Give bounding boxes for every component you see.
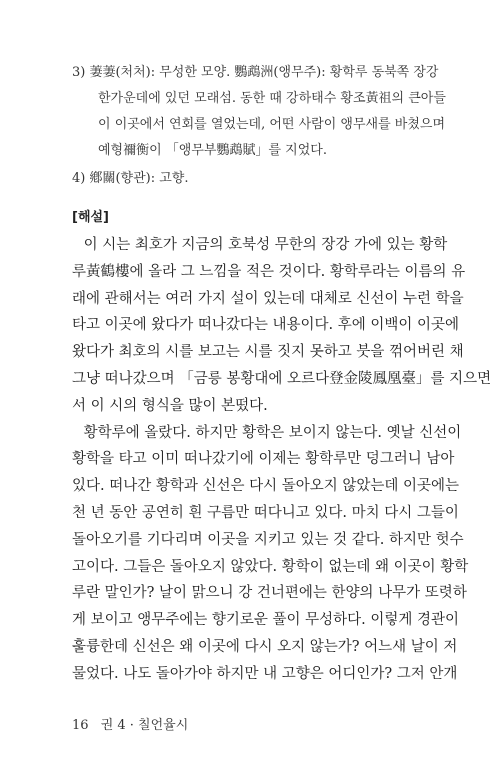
footnote-3 bbox=[72, 60, 444, 164]
body-line: 래에 관해서는 여러 가지 설이 있는데 대체로 신선이 누런 학을 bbox=[72, 290, 464, 307]
body-line: 물었다. 나도 돌아가야 하지만 내 고향은 어디인가? 그저 안개 bbox=[72, 665, 458, 682]
page-footer bbox=[72, 714, 188, 733]
section-heading: [해설] bbox=[72, 210, 109, 225]
volume-label: 권 4 · 칠언율시 bbox=[100, 718, 189, 733]
page-number: 16 bbox=[72, 718, 89, 733]
body-line: 천 년 동안 공연히 흰 구름만 떠다니고 있다. 마치 다시 그들이 bbox=[72, 504, 459, 521]
body-line: 서 이 시의 형식을 많이 본떴다. bbox=[72, 397, 268, 414]
body-line: 이 시는 최호가 지금의 호북성 무한의 장강 가에 있는 황학 bbox=[83, 237, 448, 253]
body-line: 루黃鶴樓에 올라 그 느낌을 적은 것이다. 황학루라는 이름의 유 bbox=[72, 263, 466, 280]
footnote-line: 이 이곳에서 연회를 열었는데, 어떤 사람이 앵무새를 바쳤으며 bbox=[98, 117, 446, 132]
body-line: 게 보이고 앵무주에는 향기로운 풀이 무성하다. 이렇게 경관이 bbox=[72, 612, 460, 629]
body-line: 고이다. 그들은 돌아오지 않았다. 황학이 없는데 왜 이곳이 황학 bbox=[72, 558, 469, 575]
body-line: 돌아오기를 기다리며 이곳을 지키고 있는 것 같다. 하지만 헛수 bbox=[72, 531, 464, 548]
footnote-line: 한가운데에 있던 모래섬. 동한 때 강하태수 황조黃祖의 큰아들 bbox=[98, 91, 446, 106]
body-line: 그냥 떠나갔으며 「금릉 봉황대에 오르다登金陵鳳凰臺」를 지으면 bbox=[72, 370, 492, 387]
body-line: 황학루에 올랐다. 하지만 황학은 보이지 않는다. 옛날 신선이 bbox=[83, 424, 462, 441]
footnote-4 bbox=[72, 166, 444, 192]
body-line: 훌륭한데 신선은 왜 이곳에 다시 오지 않는가? 어느새 날이 저 bbox=[72, 638, 458, 655]
body-line: 타고 이곳에 왔다가 떠나갔다는 내용이다. 후에 이백이 이곳에 bbox=[72, 317, 460, 334]
body-line: 황학을 타고 이미 떠나갔기에 이제는 황학루만 덩그러니 남아 bbox=[72, 451, 455, 468]
body-line: 루란 말인가? 날이 맑으니 강 건너편에는 한양의 나무가 또렷하 bbox=[72, 585, 467, 602]
footnote-line: 4) 鄕關(향관): 고향. bbox=[72, 171, 189, 186]
footnote-line: 3) 萋萋(처처): 무성한 모양. 鸚鵡洲(앵무주): 황학루 동북쪽 장강 bbox=[72, 65, 439, 80]
body-line: 왔다가 최호의 시를 보고는 시를 짓지 못하고 붓을 꺾어버린 채 bbox=[72, 344, 464, 361]
commentary-body bbox=[72, 232, 492, 688]
footnotes bbox=[72, 60, 444, 192]
footnote-line: 예형禰衡이 「앵무부鸚鵡賦」를 지었다. bbox=[98, 143, 327, 158]
body-line: 있다. 떠나간 황학과 신선은 다시 돌아오지 않았는데 이곳에는 bbox=[72, 478, 460, 495]
